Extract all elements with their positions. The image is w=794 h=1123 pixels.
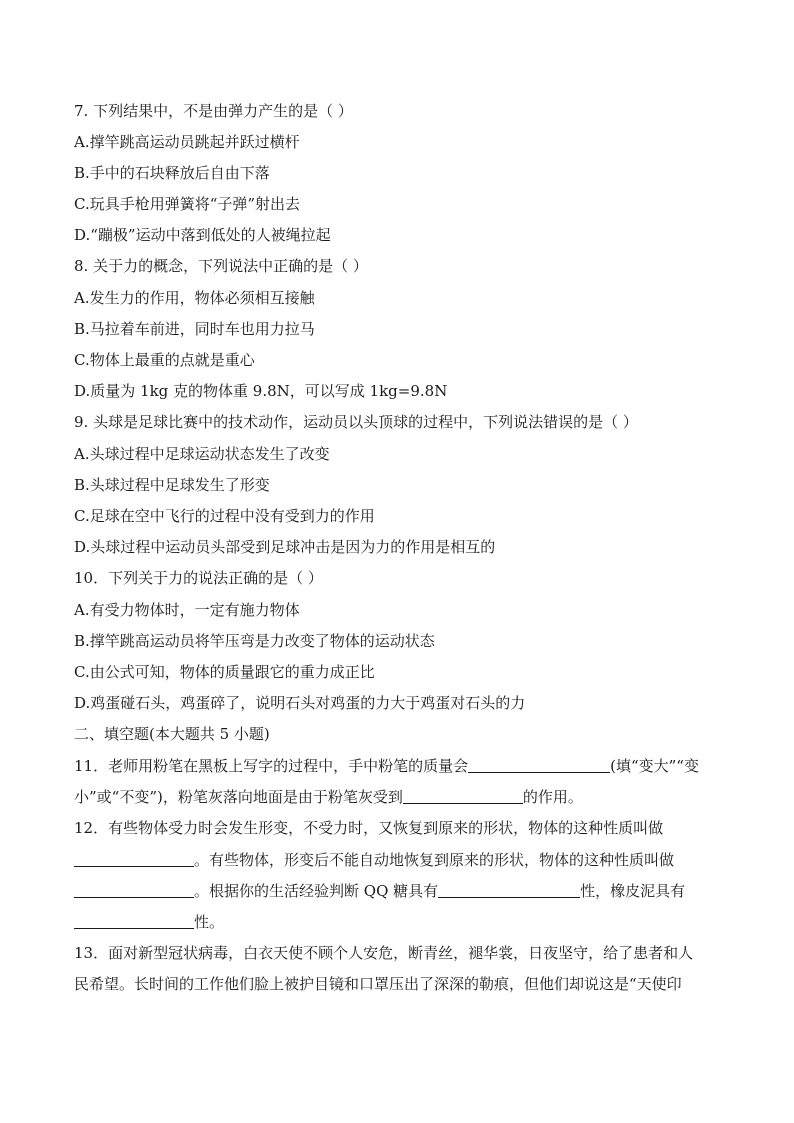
q11-text-1: 11．老师用粉笔在黑板上写字的过程中，手中粉笔的质量会: [74, 757, 469, 775]
section-heading: 二、填空题(本大题共 5 小题): [74, 725, 270, 743]
q12-blank-4[interactable]: [74, 913, 194, 929]
q11-line-1: [74, 756, 699, 776]
q7-stem: 7. 下列结果中，不是由弹力产生的是（ ）: [74, 102, 353, 120]
q10-option-a: A.有受力物体时，一定有施力物体: [74, 601, 300, 619]
q8-option-c: C.物体上最重的点就是重心: [74, 351, 255, 369]
q9-option-d: D.头球过程中运动员头部受到足球冲击是因为力的作用是相互的: [74, 538, 496, 556]
q11-line-2: [74, 787, 583, 807]
q10-option-c: C.由公式可知，物体的质量跟它的重力成正比: [74, 663, 375, 681]
q9-stem: 9. 头球是足球比赛中的技术动作，运动员以头顶球的过程中，下列说法错误的是（ ）: [74, 413, 638, 431]
q8-option-a: A.发生力的作用，物体必须相互接触: [74, 289, 315, 307]
q12-blank-2[interactable]: [74, 882, 194, 898]
q7-option-c: C.玩具手枪用弹簧将“子弹”射出去: [74, 195, 301, 213]
q12-blank-1[interactable]: [74, 851, 194, 867]
q9-option-c: C.足球在空中飞行的过程中没有受到力的作用: [74, 507, 375, 525]
q8-option-d: D.质量为 1kg 克的物体重 9.8N，可以写成 1kg=9.8N: [74, 382, 448, 400]
q8-option-b: B.马拉着车前进，同时车也用力拉马: [74, 320, 315, 338]
q11-text-3: 小”或“不变”)，粉笔灰落向地面是由于粉笔灰受到: [74, 788, 403, 806]
q12-line-2: [74, 850, 674, 870]
q10-option-b: B.撑竿跳高运动员将竿压弯是力改变了物体的运动状态: [74, 632, 435, 650]
q8-stem: 8. 关于力的概念，下列说法中正确的是（ ）: [74, 257, 368, 275]
q11-blank-2[interactable]: [403, 788, 523, 804]
q12-text-3: 。根据你的生活经验判断 QQ 糖具有: [194, 882, 439, 900]
q11-text-4: 的作用。: [522, 788, 583, 806]
q9-option-b: B.头球过程中足球发生了形变: [74, 476, 270, 494]
q12-line-1: 12．有些物体受力时会发生形变，不受力时，又恢复到原来的形状，物体的这种性质叫做: [74, 819, 664, 837]
q13-line-1: 13．面对新型冠状病毒，白衣天使不顾个人安危，断青丝，褪华裳，日夜坚守，给了患者和人: [74, 944, 694, 962]
q12-text-4: 性，橡皮泥具有: [580, 882, 686, 900]
q7-option-a: A.撑竿跳高运动员跳起并跃过横杆: [74, 133, 300, 151]
q12-blank-3[interactable]: [438, 882, 580, 898]
q12-text-5: 性。: [194, 913, 225, 931]
q9-option-a: A.头球过程中足球运动状态发生了改变: [74, 445, 330, 463]
q7-option-b: B.手中的石块释放后自由下落: [74, 164, 270, 182]
q11-text-2: (填“变大”“变: [610, 757, 699, 775]
q12-line-3: [74, 881, 685, 901]
q7-option-d: D.“蹦极”运动中落到低处的人被绳拉起: [74, 226, 331, 244]
q12-text-2: 。有些物体，形变后不能自动地恢复到原来的形状，物体的这种性质叫做: [194, 851, 675, 869]
q10-stem: 10．下列关于力的说法正确的是（ ）: [74, 569, 323, 587]
q10-option-d: D.鸡蛋碰石头，鸡蛋碎了，说明石头对鸡蛋的力大于鸡蛋对石头的力: [74, 694, 526, 712]
q11-blank-1[interactable]: [468, 757, 610, 773]
q12-line-4: [74, 912, 224, 932]
q13-line-2: 民希望。长时间的工作他们脸上被护目镜和口罩压出了深深的勒痕，但他们却说这是“天使印: [74, 975, 682, 993]
